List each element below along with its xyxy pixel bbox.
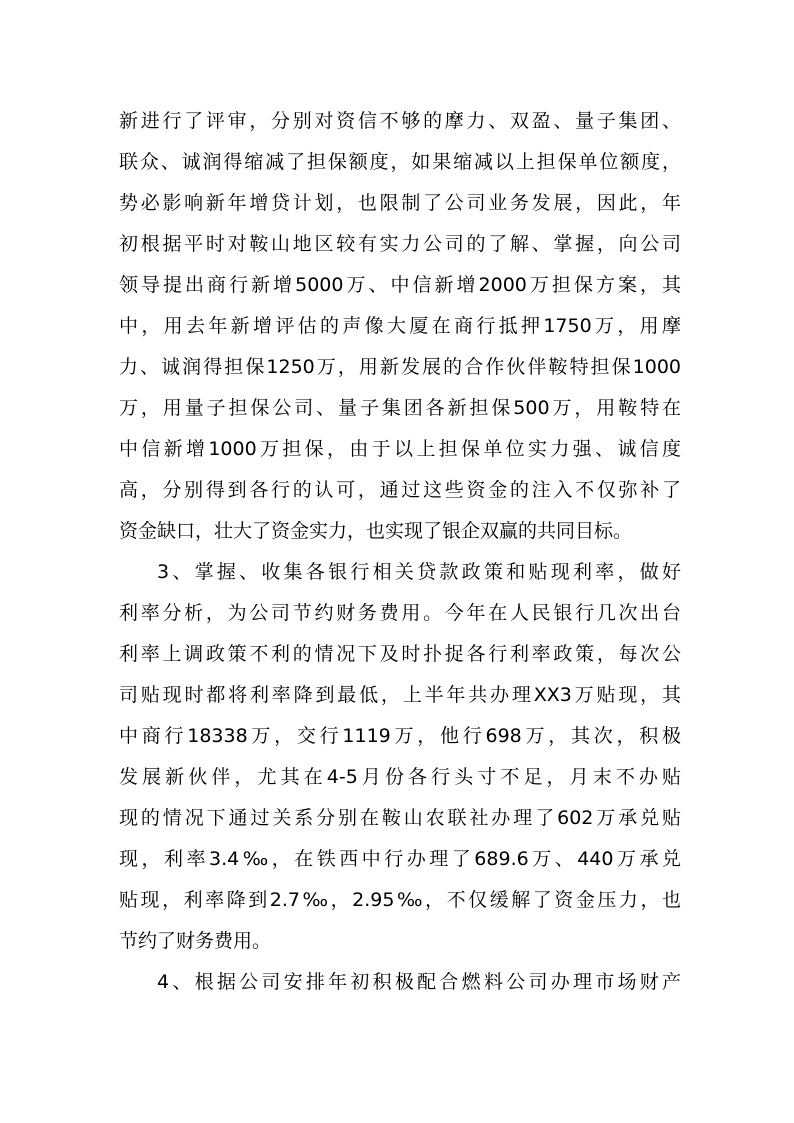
paragraph-start-line: 3、掌握、收集各银行相关贷款政策和贴现利率，做好	[157, 561, 681, 583]
text-line: 中信新增1000万担保，由于以上担保单位实力强、诚信度	[119, 438, 681, 460]
text-line: 力、诚润得担保1250万，用新发展的合作伙伴鞍特担保1000	[119, 356, 681, 378]
paragraph-start-line: 4、根据公司安排年初积极配合燃料公司办理市场财产	[157, 971, 681, 993]
text-line: 贴现，利率降到2.7‰，2.95‰，不仅缓解了资金压力，也	[119, 889, 681, 911]
paragraph-end-line: 资金缺口，壮大了资金实力，也实现了银企双赢的共同目标。	[119, 520, 633, 542]
text-line: 领导提出商行新增5000万、中信新增2000万担保方案，其	[119, 274, 681, 296]
body-text	[119, 101, 681, 1003]
text-line: 司贴现时都将利率降到最低，上半年共办理XX3万贴现，其	[119, 684, 681, 706]
text-line: 利率上调政策不利的情况下及时扑捉各行利率政策，每次公	[119, 643, 681, 665]
text-line: 联众、诚润得缩减了担保额度，如果缩减以上担保单位额度，	[119, 151, 681, 173]
text-line: 中，用去年新增评估的声像大厦在商行抵押1750万，用摩	[119, 315, 681, 337]
text-line: 利率分析，为公司节约财务费用。今年在人民银行几次出台	[119, 602, 681, 624]
text-line: 高，分别得到各行的认可，通过这些资金的注入不仅弥补了	[119, 479, 681, 501]
text-line: 新进行了评审，分别对资信不够的摩力、双盈、量子集团、	[119, 110, 681, 132]
text-line: 现，利率3.4‰，在铁西中行办理了689.6万、440万承兑	[119, 848, 681, 870]
text-line: 势必影响新年增贷计划，也限制了公司业务发展，因此，年	[119, 192, 681, 214]
text-line: 现的情况下通过关系分别在鞍山农联社办理了602万承兑贴	[119, 807, 681, 829]
text-line: 中商行18338万，交行1119万，他行698万，其次，积极	[119, 725, 681, 747]
text-line: 万，用量子担保公司、量子集团各新担保500万，用鞍特在	[119, 397, 681, 419]
text-line: 发展新伙伴，尤其在4-5月份各行头寸不足，月末不办贴	[119, 766, 681, 788]
text-line: 初根据平时对鞍山地区较有实力公司的了解、掌握，向公司	[119, 233, 681, 255]
paragraph-end-line: 节约了财务费用。	[119, 930, 272, 952]
